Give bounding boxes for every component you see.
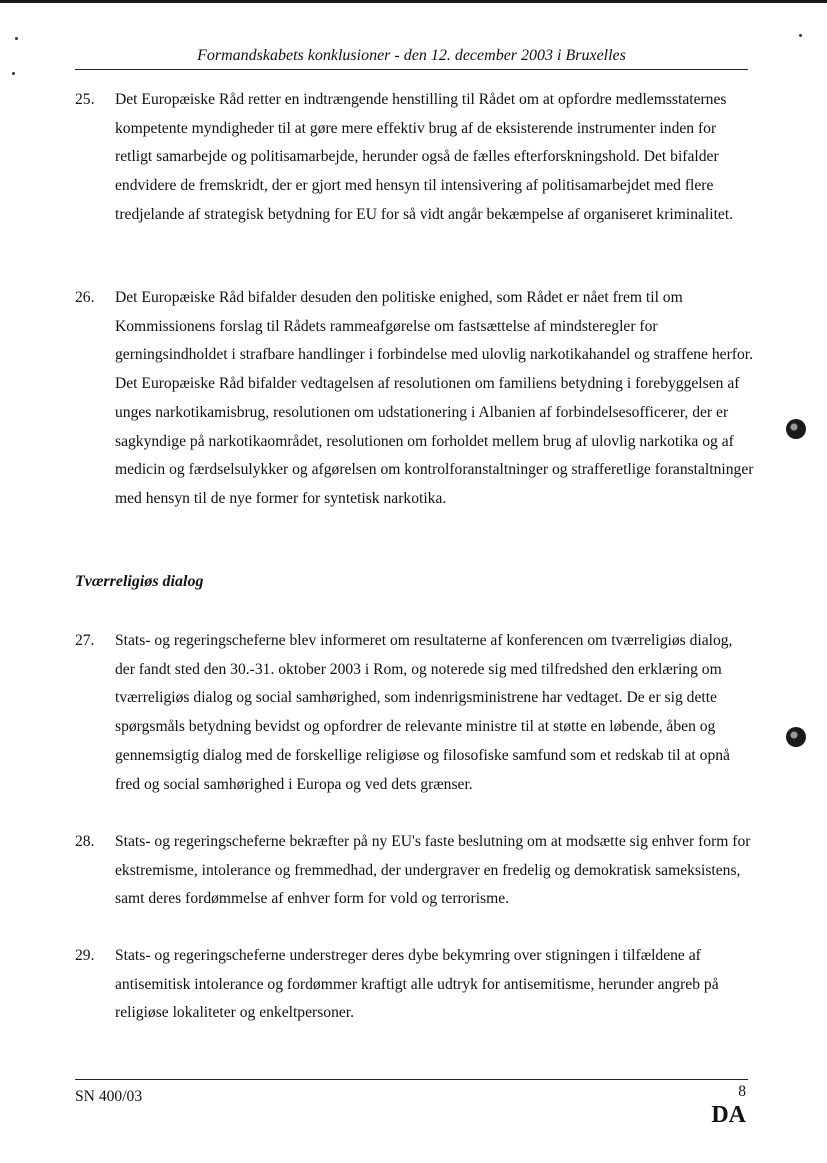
scan-speck [15,37,18,40]
paragraph-text: Stats- og regeringscheferne understreger deres dybe bekymring over stigningen i tilfældene af antisemitisk intolerance og fordømmer kraftigt alle udtryk for antisemitisme, herunder angreb på religiøse lokaliteter og enkeltpersoner. [115,947,719,1022]
paragraph-26 [75,284,755,514]
language-code: DA [711,1102,746,1128]
paragraph-text: Det Europæiske Råd bifalder desuden den politiske enighed, som Rådet er nået frem til om Kommissionens forslag til Rådets rammeafgørelse om fastsættelse af mindsteregler for gerningsindholdet i strafbare handlinger i forbindelse med ulovlig narkotikahandel og straffene herfor. Det Europæiske Råd bifalder vedtagelsen af resolutionen om familiens betydning i forebyggelsen af unges narkotikamisbrug, resolutionen om udstationering i Albanien af forbindelsesofficerer, der er sagkyndige på narkotikaområdet, resolutionen om forholdet mellem brug af ulovlig narkotika og af medicin og færdselsulykker og afgørelsen om kontrolforanstaltninger og strafferetlige foranstaltninger med hensyn til de nye former for syntetisk narkotika. [115,289,754,507]
section-heading: Tværreligiøs dialog [75,573,204,590]
punch-hole-icon [786,727,806,747]
paragraph-number: 25. [75,91,95,108]
paragraph-29 [75,942,755,1028]
paragraph-27 [75,627,755,799]
paragraph-number: 29. [75,947,95,964]
paragraph-number: 28. [75,833,95,850]
paragraph-text: Stats- og regeringscheferne blev informeret om resultaterne af konferencen om tværreligiøs dialog, der fandt sted den 30.-31. oktober 2003 i Rom, og noterede sig med tilfredshed den erklæring om tværreligiøs dialog og social samhørighed, som indenrigsministrene har vedtaget. De er sig dette spørgsmåls betydning bevidst og opfordrer de relevante ministre til at støtte en løbende, åben og gennemsigtig dialog med de forskellige religiøse og filosofiske samfund som et redskab til at opnå fred og social samhørighed i Europa og ved dets grænser. [115,632,733,793]
footer-divider [75,1079,748,1080]
paragraph-text: Det Europæiske Råd retter en indtrængende henstilling til Rådet om at opfordre medlemsstaternes kompetente myndigheder til at gøre mere effektiv brug af de eksisterende instrumenter inden for retligt samarbejde og politisamarbejde, herunder også de fælles efterforskningshold. Det bifalder endvidere de fremskridt, der er gjort med hensyn til intensivering af politisamarbejdet med flere tredjelande af strategisk betydning for EU for så vidt angår bekæmpelse af organiseret kriminalitet. [115,91,734,223]
paragraph-25 [75,86,755,230]
scan-speck [12,72,15,75]
punch-hole-icon [786,419,806,439]
scan-speck [799,34,802,37]
paragraph-number: 26. [75,289,95,306]
scan-edge [0,0,827,3]
page-number: 8 [738,1083,746,1100]
paragraph-28 [75,828,755,914]
paragraph-number: 27. [75,632,95,649]
document-reference: SN 400/03 [75,1088,143,1105]
paragraph-text: Stats- og regeringscheferne bekræfter på ny EU's faste beslutning om at modsætte sig enhver form for ekstremisme, intolerance og fremmedhad, der undergraver en fredelig og demokratisk sameksistens, samt deres fordømmelse af enhver form for vold og terrorisme. [115,833,751,908]
page-header: Formandskabets konklusioner - den 12. december 2003 i Bruxelles [75,47,748,70]
